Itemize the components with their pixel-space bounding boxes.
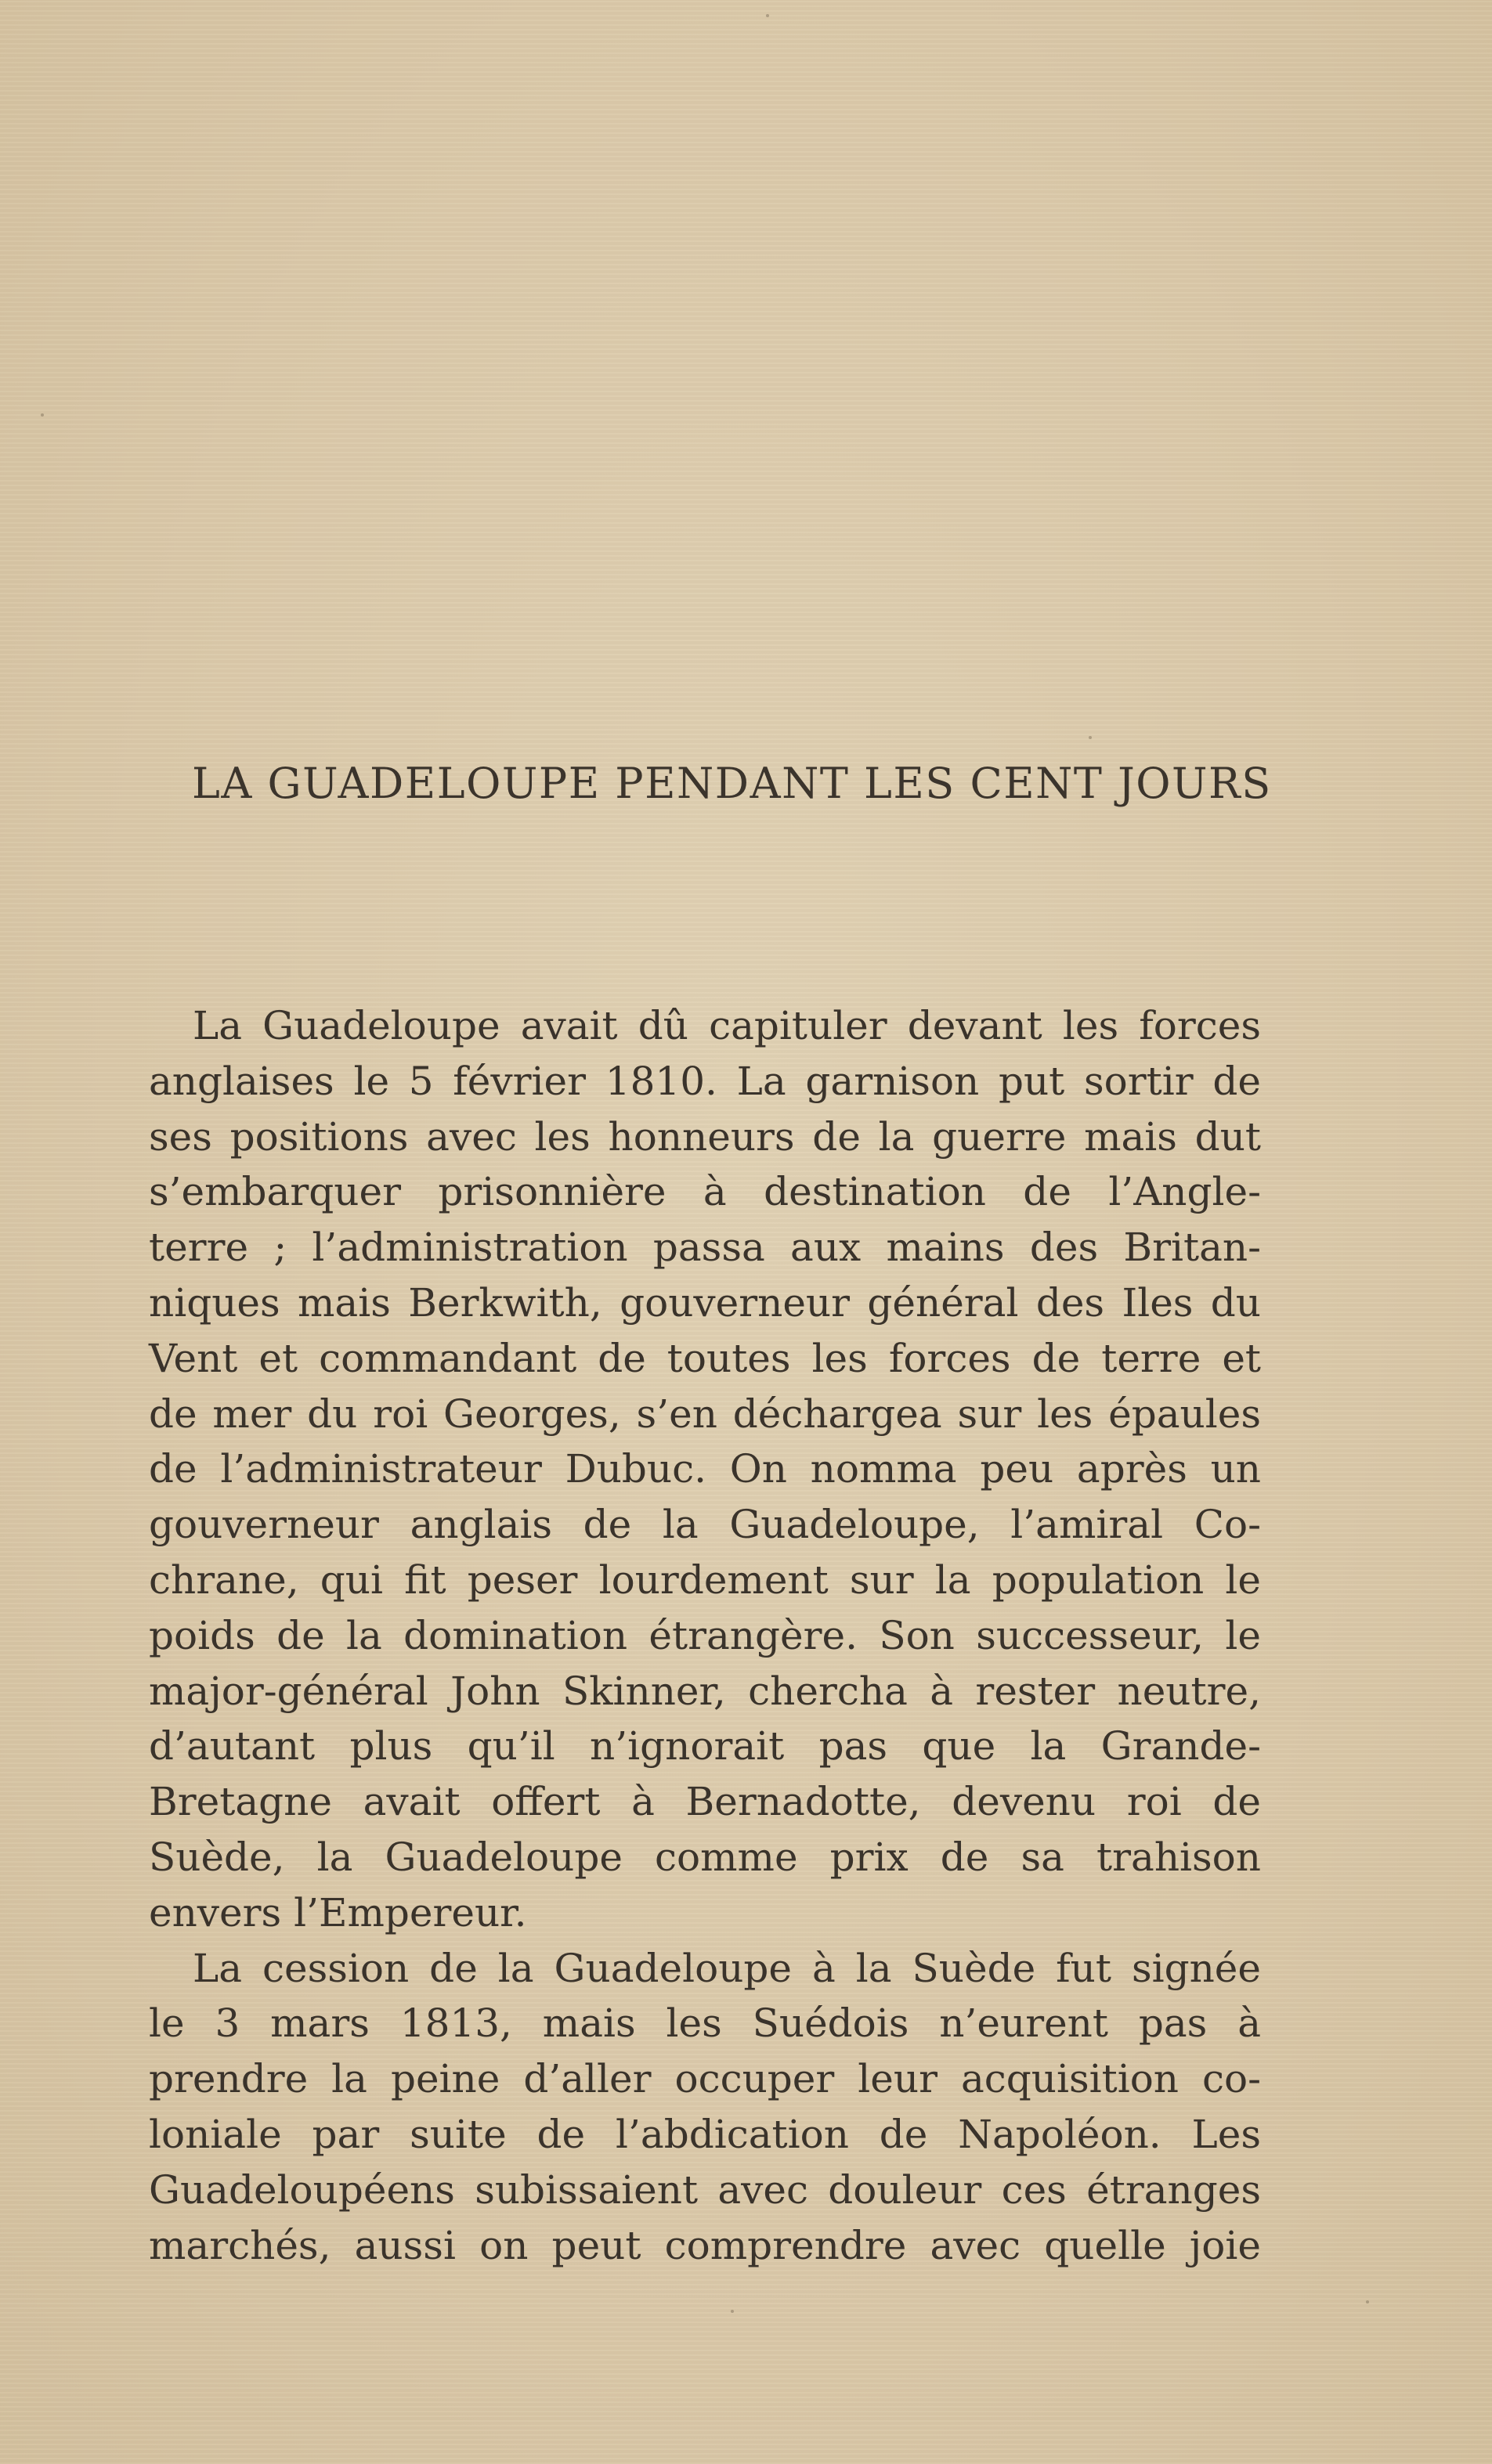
text-line: niques mais Berkwith, gouverneur général des Iles du (149, 1279, 1261, 1326)
text-line: de l’administrateur Dubuc. On nomma peu après un (149, 1446, 1261, 1492)
paragraph-1 (149, 998, 1261, 1941)
text-line: anglaises le 5 février 1810. La garnison put sortir de (149, 1058, 1261, 1104)
text-line: Guadeloupéens subissaient avec douleur ces étranges (149, 2166, 1261, 2213)
text-line: poids de la domination étrangère. Son successeur, le (149, 1612, 1261, 1658)
text-line: Suède, la Guadeloupe comme prix de sa trahison (149, 1834, 1261, 1880)
text-line: La Guadeloupe avait dû capituler devant les forces (193, 1003, 1261, 1048)
body-text (149, 998, 1261, 2273)
paper-speck (1089, 736, 1092, 739)
paper-speck (1366, 2300, 1369, 2303)
text-line: le 3 mars 1813, mais les Suédois n’eurent pas à (149, 2000, 1261, 2047)
text-line: prendre la peine d’aller occuper leur acquisition co- (149, 2056, 1261, 2102)
text-line: de mer du roi Georges, s’en déchargea sur les épaules (149, 1391, 1261, 1437)
text-line: Bretagne avait offert à Bernadotte, devenu roi de (149, 1779, 1261, 1825)
text-line: terre ; l’administration passa aux mains des Britan- (149, 1225, 1261, 1271)
paper-speck (41, 413, 44, 417)
paper-speck (731, 2310, 734, 2313)
text-line: d’autant plus qu’il n’ignorait pas que la Grande- (149, 1723, 1261, 1770)
text-line: major-général John Skinner, chercha à rester neutre, (149, 1668, 1261, 1714)
text-line: envers l’Empereur. (149, 1889, 527, 1935)
chapter-title: LA GUADELOUPE PENDANT LES CENT JOURS (192, 759, 1272, 808)
text-line: marchés, aussi on peut comprendre avec quelle joie (149, 2222, 1261, 2268)
paper-speck (766, 14, 769, 17)
paragraph-2 (149, 1941, 1261, 2274)
text-line: chrane, qui fit peser lourdement sur la population le (149, 1557, 1261, 1603)
text-line: La cession de la Guadeloupe à la Suède fut signée (193, 1945, 1261, 1991)
text-line: s’embarquer prisonnière à destination de l’Angle- (149, 1169, 1261, 1215)
text-line: gouverneur anglais de la Guadeloupe, l’amiral Co- (149, 1502, 1261, 1548)
text-line: ses positions avec les honneurs de la guerre mais dut (149, 1113, 1261, 1160)
text-line: Vent et commandant de toutes les forces de terre et (149, 1335, 1261, 1381)
text-line: loniale par suite de l’abdication de Napoléon. Les (149, 2111, 1261, 2157)
